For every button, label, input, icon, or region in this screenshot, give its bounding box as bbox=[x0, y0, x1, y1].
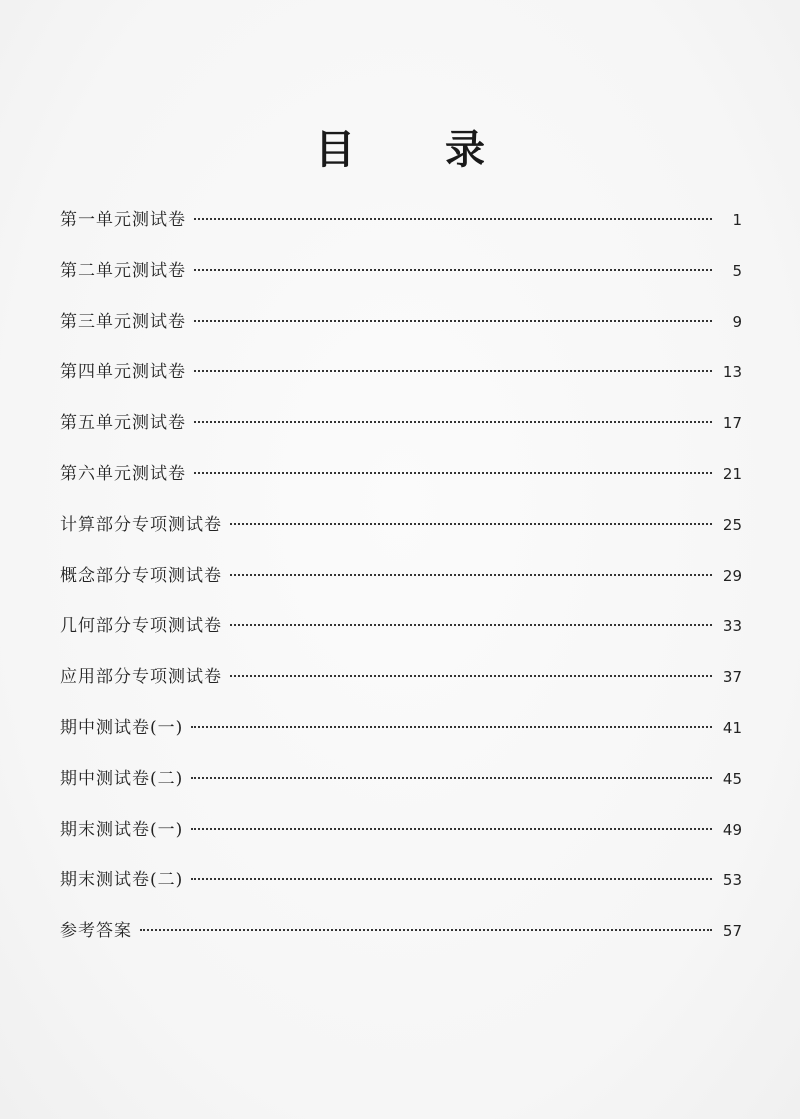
dot-leader bbox=[194, 320, 712, 322]
dot-leader bbox=[140, 929, 712, 931]
dot-leader bbox=[230, 675, 712, 677]
toc-entry[interactable] bbox=[60, 911, 742, 962]
dot-leader bbox=[230, 574, 712, 576]
toc-entry-page: 25 bbox=[722, 515, 742, 534]
dot-leader bbox=[230, 523, 712, 525]
toc-entry-title: 第五单元测试卷 bbox=[60, 413, 186, 434]
toc-entry[interactable] bbox=[60, 759, 742, 810]
toc-entry-title: 期末测试卷(一) bbox=[60, 819, 184, 840]
dot-leader bbox=[191, 878, 712, 880]
dot-leader bbox=[194, 421, 712, 423]
toc-entry-page: 53 bbox=[722, 871, 742, 890]
toc-entry-title: 概念部分专项测试卷 bbox=[60, 565, 222, 586]
toc-entry-page: 41 bbox=[722, 718, 742, 737]
toc-entry[interactable] bbox=[60, 200, 742, 251]
toc-entry-title: 计算部分专项测试卷 bbox=[60, 514, 222, 535]
toc-entry-page: 9 bbox=[732, 312, 742, 331]
toc-entry-page: 45 bbox=[722, 769, 742, 788]
toc-entry[interactable] bbox=[60, 352, 742, 403]
page-title: 目 录 bbox=[315, 127, 523, 173]
dot-leader bbox=[194, 218, 712, 220]
toc-entry[interactable] bbox=[60, 403, 742, 454]
toc-entry-page: 1 bbox=[732, 211, 742, 229]
toc-entry-title: 第三单元测试卷 bbox=[60, 311, 186, 332]
toc-entry[interactable] bbox=[60, 606, 742, 657]
dot-leader bbox=[191, 777, 712, 779]
toc-entry[interactable] bbox=[60, 657, 742, 708]
dot-leader bbox=[194, 472, 712, 474]
toc-entry-title: 参考答案 bbox=[60, 921, 132, 942]
toc-entry-title: 第一单元测试卷 bbox=[60, 210, 186, 230]
toc-entry[interactable] bbox=[60, 860, 742, 911]
toc-entry[interactable] bbox=[60, 454, 742, 505]
toc-entry-title: 第四单元测试卷 bbox=[60, 362, 186, 383]
toc-entry-title: 第六单元测试卷 bbox=[60, 463, 186, 484]
toc-entry-title: 期中测试卷(二) bbox=[60, 768, 184, 789]
dot-leader bbox=[194, 370, 712, 372]
toc-entry-page: 5 bbox=[732, 261, 742, 280]
toc-entry[interactable] bbox=[60, 251, 742, 302]
toc-entry-title: 期末测试卷(二) bbox=[60, 870, 184, 891]
toc-entry[interactable] bbox=[60, 708, 742, 759]
toc-entry-title: 期中测试卷(一) bbox=[60, 717, 184, 738]
toc-entry-page: 21 bbox=[722, 464, 742, 483]
toc-entry[interactable] bbox=[60, 302, 742, 353]
toc-entry-page: 29 bbox=[722, 566, 742, 585]
toc-entry-page: 57 bbox=[722, 922, 742, 941]
toc-entry[interactable] bbox=[60, 556, 742, 607]
toc-entry-title: 几何部分专项测试卷 bbox=[60, 616, 222, 637]
toc-entry-page: 49 bbox=[722, 820, 742, 839]
dot-leader bbox=[230, 624, 712, 626]
toc-entry[interactable] bbox=[60, 505, 742, 556]
dot-leader bbox=[191, 726, 712, 728]
toc-entry-page: 37 bbox=[722, 668, 742, 687]
toc-entry-title: 应用部分专项测试卷 bbox=[60, 667, 222, 688]
toc-entry-page: 17 bbox=[722, 414, 742, 433]
toc-entry[interactable] bbox=[60, 810, 742, 861]
table-of-contents bbox=[60, 200, 742, 962]
toc-entry-title: 第二单元测试卷 bbox=[60, 260, 186, 281]
dot-leader bbox=[191, 828, 712, 830]
toc-entry-page: 33 bbox=[722, 617, 742, 636]
dot-leader bbox=[194, 269, 712, 271]
toc-entry-page: 13 bbox=[722, 363, 742, 382]
